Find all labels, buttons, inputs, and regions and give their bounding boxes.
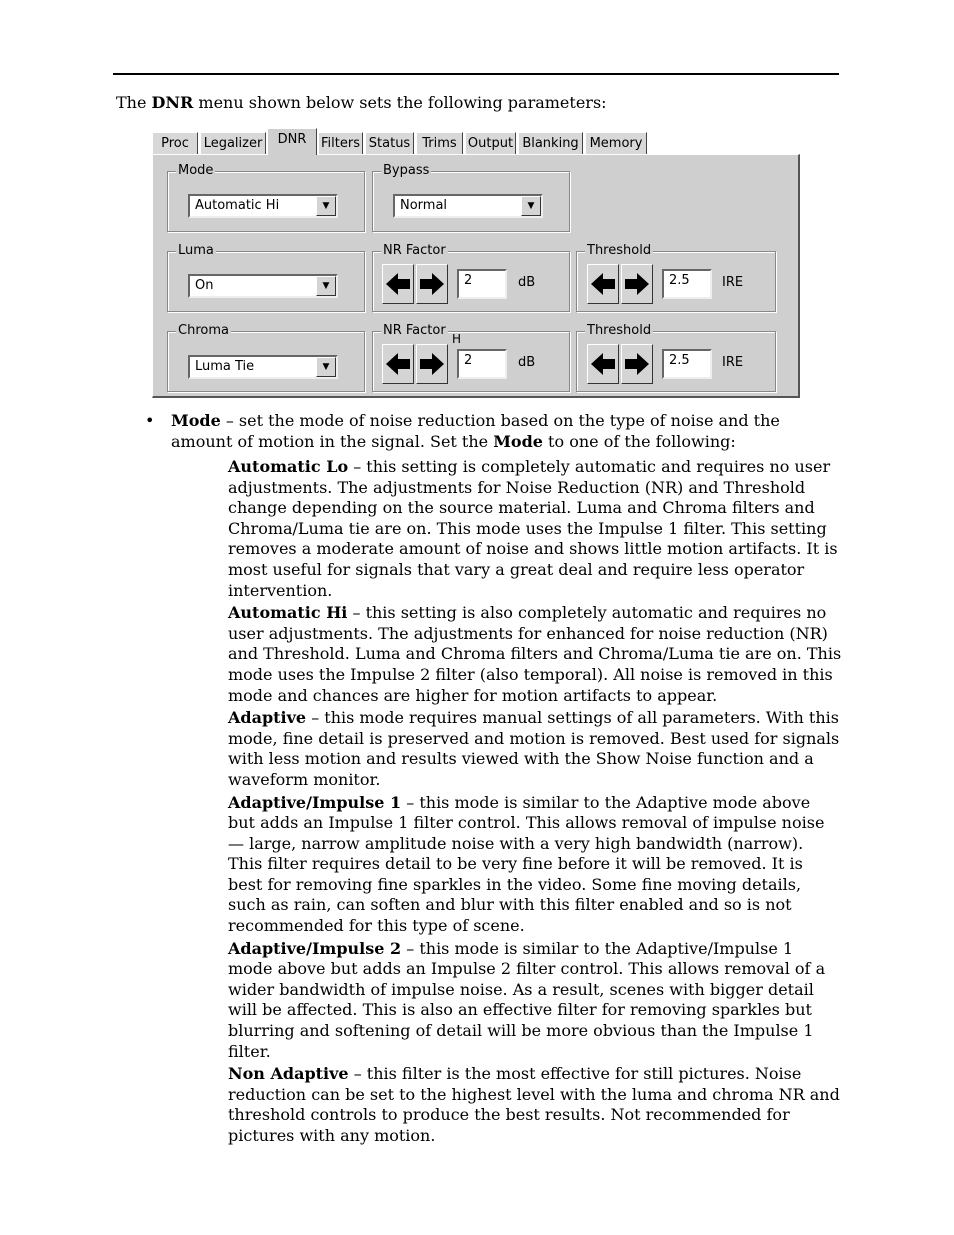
luma-group <box>167 243 365 312</box>
right-arrow-icon <box>419 273 445 295</box>
tab-blanking[interactable]: Blanking <box>518 132 583 154</box>
tab-legalizer[interactable]: Legalizer <box>200 132 266 154</box>
mode-entry: Adaptive – this mode requires manual settings of all parameters. With this mode, fine detail is preserved and motion is removed. Best used for signals with less motion and results viewed with the Show Noise function and a waveform monitor. <box>228 708 840 789</box>
luma-label: Luma <box>178 243 214 258</box>
tab-bar <box>152 128 800 155</box>
chroma-threshold-input[interactable]: 2.5 <box>662 349 712 379</box>
chroma-select[interactable] <box>188 355 338 379</box>
luma-nr-increase-button[interactable] <box>416 264 448 304</box>
chroma-nr-factor-input[interactable]: 2 <box>457 349 507 379</box>
left-arrow-icon <box>385 353 411 375</box>
left-arrow-icon <box>385 273 411 295</box>
mode-entries <box>228 457 842 1149</box>
luma-threshold-input[interactable]: 2.5 <box>662 269 712 299</box>
tab-proc[interactable]: Proc <box>152 132 198 154</box>
mode-group <box>167 163 365 232</box>
luma-threshold-unit: IRE <box>722 275 744 290</box>
chevron-down-icon[interactable]: ▼ <box>316 196 336 216</box>
right-arrow-icon <box>624 273 650 295</box>
luma-threshold-group <box>576 243 776 312</box>
mode-entry: Adaptive/Impulse 1 – this mode is similar to the Adaptive mode above but adds an Impulse 1 filter control. This allows removal of impulse noise — large, narrow amplitude noise with a very high bandwidth (narrow). This filter requires detail to be very fine before it will be removed. It is best for removing fine sparkles in the video. Some fine moving details, such as rain, can soften and blur with this filter enabled and so is not recommended for this type of scene. <box>228 792 825 936</box>
luma-nr-factor-input[interactable]: 2 <box>457 269 507 299</box>
luma-nr-decrease-button[interactable] <box>382 264 414 304</box>
chroma-label: Chroma <box>178 323 229 338</box>
chroma-nr-decrease-button[interactable] <box>382 344 414 384</box>
bypass-label: Bypass <box>383 163 430 178</box>
stray-h-label: H <box>452 332 462 346</box>
chroma-nr-increase-button[interactable] <box>416 344 448 384</box>
bypass-value: Normal <box>400 198 448 213</box>
tab-trims[interactable]: Trims <box>416 132 463 154</box>
top-rule <box>113 73 839 75</box>
mode-select[interactable] <box>188 194 338 218</box>
intro-paragraph: The DNR menu shown below sets the following parameters: <box>116 93 607 112</box>
dnr-panel <box>152 154 800 398</box>
bypass-group <box>372 163 570 232</box>
bullet-marker: • <box>145 411 155 430</box>
right-arrow-icon <box>624 353 650 375</box>
tab-filters[interactable]: Filters <box>318 132 363 154</box>
chroma-threshold-unit: IRE <box>722 355 744 370</box>
luma-select[interactable] <box>188 274 338 298</box>
chroma-threshold-decrease-button[interactable] <box>587 344 619 384</box>
chroma-threshold-increase-button[interactable] <box>621 344 653 384</box>
luma-value: On <box>195 278 214 293</box>
right-arrow-icon <box>419 353 445 375</box>
mode-entry: Automatic Hi – this setting is also completely automatic and requires no user adjustments. The adjustments for enhanced for noise reduction (NR) and Threshold. Luma and Chroma filters and Chroma/Luma tie are on. This mode uses the Impulse 2 filter (also temporal). All noise is removed in this mode and chances are higher for motion artifacts to appear. <box>228 603 842 705</box>
tab-dnr[interactable]: DNR <box>267 128 317 155</box>
luma-threshold-label: Threshold <box>587 243 652 258</box>
chroma-threshold-label: Threshold <box>587 323 652 338</box>
chroma-group <box>167 323 365 392</box>
mode-bullet: Mode – set the mode of noise reduction based on the type of noise and the amount of motion in the signal. Set the Mode to one of the following: <box>171 411 780 451</box>
mode-entry: Adaptive/Impulse 2 – this mode is similar to the Adaptive/Impulse 1 mode above but adds an Impulse 2 filter control. This allows removal of a wider bandwidth of impulse noise. As a result, scenes with bigger detail will be affected. This is also an effective filter for removing sparkles but blurring and softening of detail will be more obvious than the Impulse 1 filter. <box>228 938 826 1061</box>
mode-entry: Non Adaptive – this filter is the most effective for still pictures. Noise reduction can be set to the highest level with the luma and chroma NR and threshold controls to produce the best results. Not recommended for pictures with any motion. <box>228 1064 840 1145</box>
mode-label: Mode <box>178 163 214 178</box>
left-arrow-icon <box>590 353 616 375</box>
chroma-nr-factor-group <box>372 323 570 392</box>
luma-nr-unit: dB <box>518 275 536 290</box>
chroma-nr-factor-label: NR Factor <box>383 323 446 338</box>
mode-entry: Automatic Lo – this setting is completely automatic and requires no user adjustments. The adjustments for Noise Reduction (NR) and Threshold change depending on the source material. Luma and Chroma filters and Chroma/Luma tie are on. This mode uses the Impulse 1 filter. This setting removes a moderate amount of noise and shows little motion artifacts. It is most useful for signals that vary a great deal and require less operator intervention. <box>228 457 838 600</box>
tab-status[interactable]: Status <box>365 132 414 154</box>
dnr-dialog <box>152 128 800 398</box>
chroma-value: Luma Tie <box>195 359 255 374</box>
luma-nr-factor-group <box>372 243 570 312</box>
chevron-down-icon[interactable]: ▼ <box>316 357 336 377</box>
tab-memory[interactable]: Memory <box>585 132 647 154</box>
chevron-down-icon[interactable]: ▼ <box>521 196 541 216</box>
chroma-threshold-group <box>576 323 776 392</box>
chroma-nr-unit: dB <box>518 355 536 370</box>
chevron-down-icon[interactable]: ▼ <box>316 276 336 296</box>
tab-output[interactable]: Output <box>465 132 516 154</box>
luma-nr-factor-label: NR Factor <box>383 243 446 258</box>
luma-threshold-increase-button[interactable] <box>621 264 653 304</box>
bypass-select[interactable] <box>393 194 543 218</box>
left-arrow-icon <box>590 273 616 295</box>
mode-value: Automatic Hi <box>195 198 280 213</box>
luma-threshold-decrease-button[interactable] <box>587 264 619 304</box>
